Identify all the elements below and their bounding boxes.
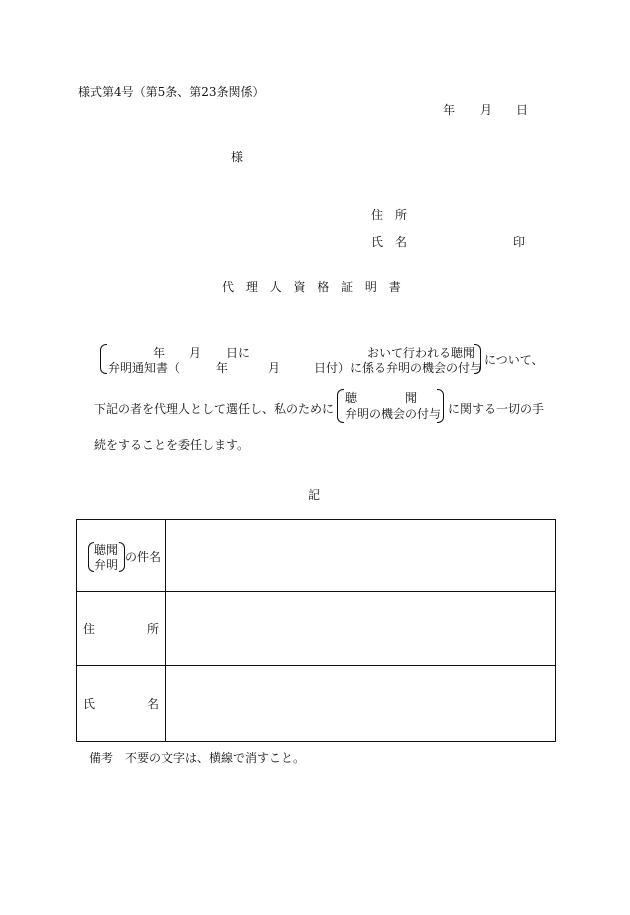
table-row-subject: [77, 520, 556, 592]
ki-heading: 記: [308, 488, 321, 502]
name-label-left: 氏: [83, 697, 96, 711]
subject-hearing: 聴聞: [94, 543, 119, 557]
line1-year: 年: [153, 346, 166, 360]
form-number: 様式第4号（第5条、第23条関係）: [78, 85, 265, 99]
applicant-name-label: 氏 名: [371, 235, 408, 249]
address-value-cell[interactable]: [166, 592, 556, 666]
date-day-label: 日: [516, 103, 529, 117]
address-label-left: 住: [83, 622, 96, 636]
line2-right-text: 日付）に係る弁明の機会の付与: [314, 361, 483, 375]
table-row-address: [77, 592, 556, 666]
delegate-table: [76, 519, 556, 742]
line1-right-text: おいて行われる聴聞: [367, 346, 476, 360]
choice-bracket-open: [337, 389, 344, 423]
address-label-right: 所: [146, 622, 159, 636]
remarks-note: 備考 不要の文字は、横線で消すこと。: [89, 751, 306, 765]
name-label-cell: [77, 666, 166, 742]
line2-month: 月: [268, 361, 281, 375]
subject-label-cell: [77, 520, 166, 592]
document-title: 代 理 人 資 格 証 明 書: [222, 280, 401, 294]
choice-bracket-close: [437, 389, 444, 423]
seal-mark: 印: [513, 235, 526, 249]
subject-suffix: の件名: [125, 550, 162, 564]
line2-left-text: 弁明通知書（: [108, 361, 181, 375]
date-month-label: 月: [480, 103, 493, 117]
address-label-cell: [77, 592, 166, 666]
left-bracket-open: [100, 344, 107, 374]
addressee-sama: 様: [231, 150, 244, 164]
subject-explanation: 弁明: [94, 558, 119, 572]
line3-right-text: に関する一切の手: [448, 402, 545, 416]
applicant-address-label: 住 所: [371, 208, 408, 222]
line1-month: 月: [189, 346, 202, 360]
name-label-right: 名: [146, 697, 159, 711]
right-bracket-close: [474, 344, 481, 374]
line2-year: 年: [216, 361, 229, 375]
line3-left-text: 下記の者を代理人として選任し、私のために: [94, 402, 335, 416]
subject-value-cell[interactable]: [166, 520, 556, 592]
line1-day: 日に: [226, 346, 251, 360]
line1-after-text: について、: [484, 353, 544, 367]
choice-hearing: 聴 聞: [345, 391, 418, 405]
date-year-label: 年: [443, 103, 456, 117]
choice-explanation: 弁明の機会の付与: [345, 407, 442, 421]
table-row-name: [77, 666, 556, 742]
name-value-cell[interactable]: [166, 666, 556, 742]
line4-text: 続をすることを委任します。: [94, 438, 250, 452]
